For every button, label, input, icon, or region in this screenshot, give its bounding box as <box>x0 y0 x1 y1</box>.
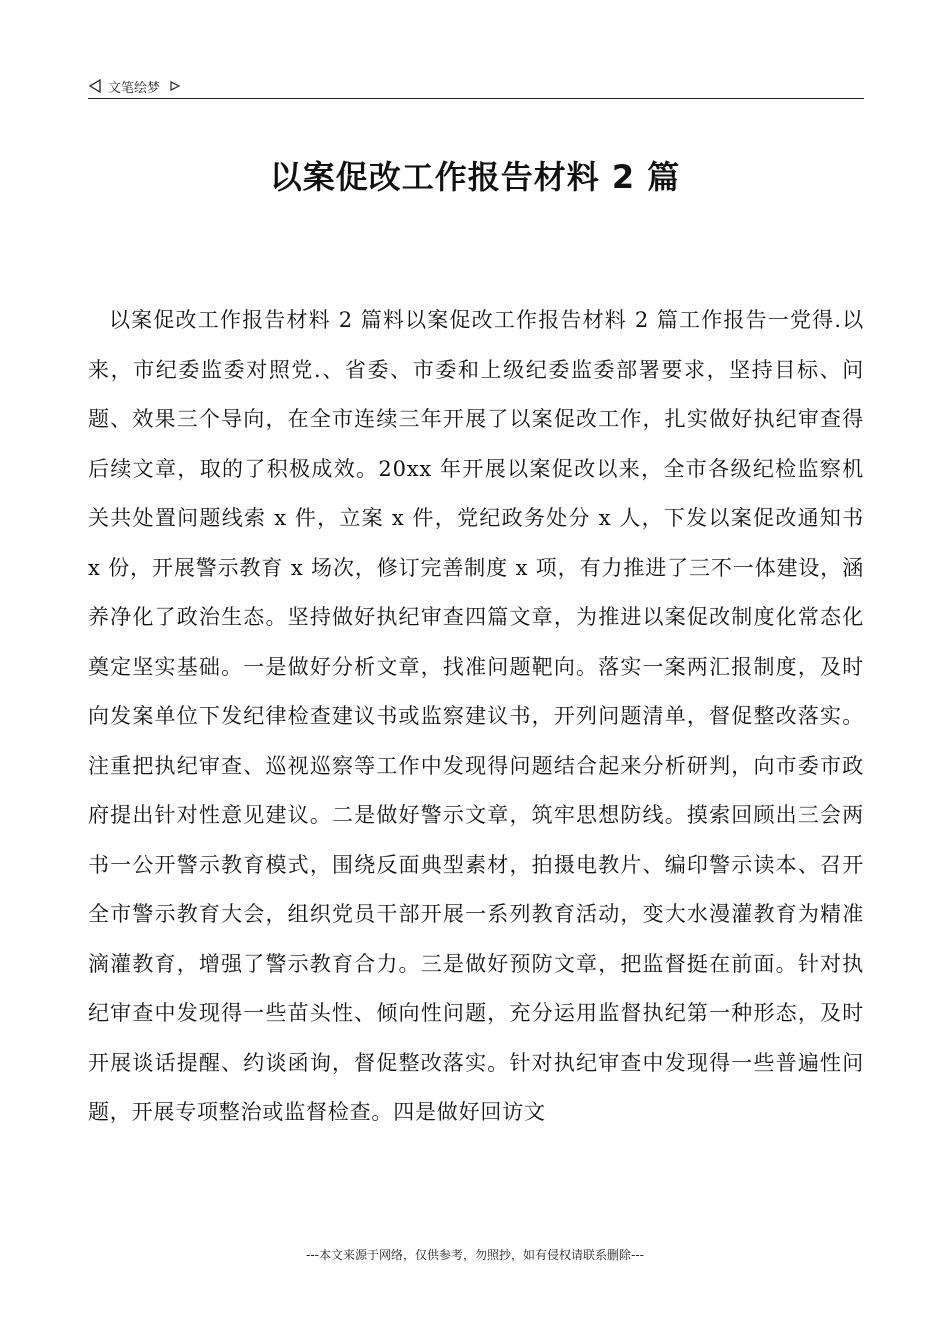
document-title: 以案促改工作报告材料 2 篇 <box>269 158 681 196</box>
footer-disclaimer: ---本文来源于网络，仅供参考，勿照抄，如有侵权请联系删除--- <box>306 1248 644 1262</box>
document-body: 以案促改工作报告材料 2 篇料以案促改工作报告材料 2 篇工作报告一党得.以来，市纪委监委对照党.、省委、市委和上级纪委监委部署要求，坚持目标、问题、效果三个导向，在全市连续三年开展了以案促改工作，扎实做好执纪审查得后续文章，取的了积极成效。20xx 年开展以案促改以来，全市各级纪检监察机关共处置问题线索 x 件，立案 x 件，党纪政务处分 x 人，下发以案促改通知书 x 份，开展警示教育 x 场次，修订完善制度 x 项，有力推进了三不一体建设，涵养净化了政治生态。坚持做好执纪审查四篇文章，为推进以案促改制度化常态化奠定坚实基础。一是做好分析文章，找准问题靶向。落实一案两汇报制度，及时向发案单位下发纪律检查建议书或监察建议书，开列问题清单，督促整改落实。注重把执纪审查、巡视巡察等工作中发现得问题结合起来分析研判，向市委市政府提出针对性意见建议。二是做好警示文章，筑牢思想防线。摸索回顾出三会两书一公开警示教育模式，围绕反面典型素材，拍摄电教片、编印警示读本、召开全市警示教育大会，组织党员干部开展一系列教育活动，变大水漫灌教育为精准滴灌教育，增强了警示教育合力。三是做好预防文章，把监督挺在前面。针对执纪审查中发现得一些苗头性、倾向性问题，充分运用监督执纪第一种形态，及时开展谈话提醒、约谈函询，督促整改落实。针对执纪审查中发现得一些普遍性问题，开展专项整治或监督检查。四是做好回访文 <box>88 308 864 1124</box>
header-label: 文笔绘梦 <box>108 80 161 96</box>
triangle-right-icon <box>170 81 180 91</box>
triangle-left-icon <box>88 79 102 93</box>
page-header <box>88 74 864 99</box>
